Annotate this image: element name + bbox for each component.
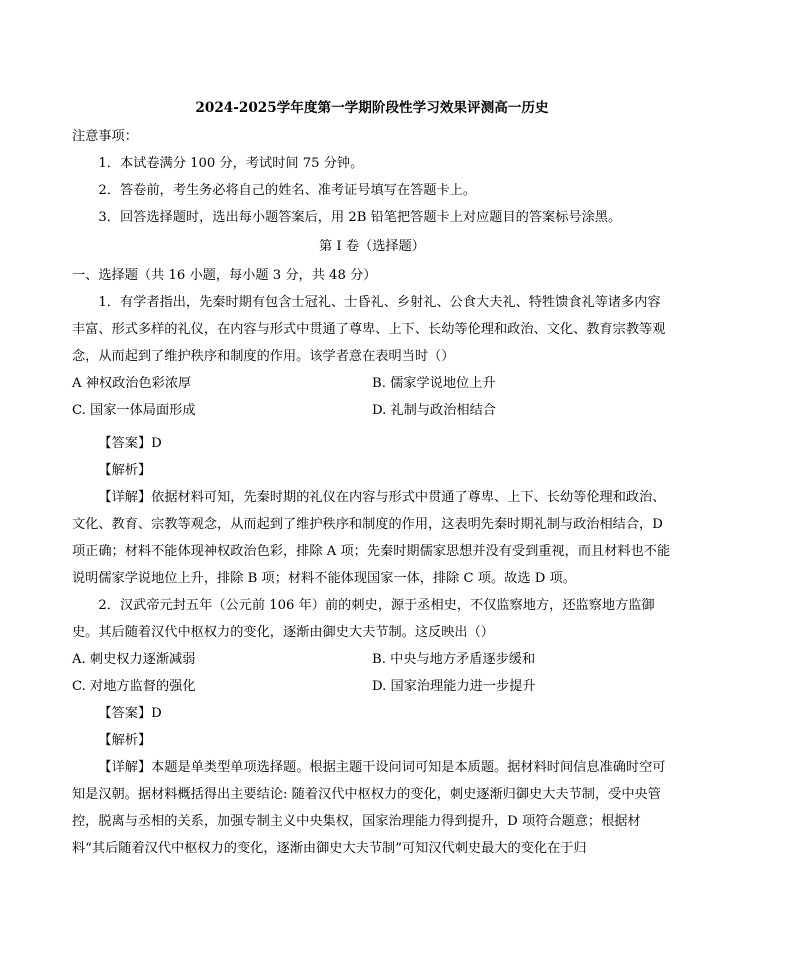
question-1-options-row-2	[72, 397, 672, 424]
note-item: 3．回答选择题时，选出每小题答案后，用 2B 铅笔把答题卡上对应题目的答案标号涂黑。	[98, 210, 622, 225]
note-item: 1．本试卷满分 100 分，考试时间 75 分钟。	[98, 156, 364, 171]
question-2-options-row-1	[72, 646, 672, 673]
question-2-stem: 2．汉武帝元封五年（公元前 106 年）前的刺史，源于丞相史，不仅监察地方，还监察地方监御史。其后随着汉代中枢权力的变化，逐渐由御史大夫节制。这反映出（）	[72, 598, 655, 640]
question-2-detail: 【详解】本题是单类型单项选择题。根据主题干设问词可知是本质题。据材料时间信息准确时空可知是汉朝。据材料概括得出主要结论: 随着汉代中枢权力的变化，刺史逐渐归御史大夫节制，受中央管控，脱离与丞相的关系，加强专制主义中央集权，国家治理能力得到提升，D 项符合题意；根据材料“其后随着汉代中枢权力的变化，逐渐由御史大夫节制”可知汉代刺史最大的变化在于归	[72, 760, 666, 856]
notes-heading: 注意事项：	[72, 129, 138, 144]
question-1-option-a: A 神权政治色彩浓厚	[72, 376, 192, 391]
question-2-analysis-label: 【解析】	[98, 733, 152, 748]
question-2-options-row-2	[72, 673, 672, 700]
question-2-answer: 【答案】D	[98, 706, 162, 721]
section-heading: 一、选择题（共 16 小题，每小题 3 分，共 48 分）	[72, 268, 377, 283]
note-item: 2．答卷前，考生务必将自己的姓名、准考证号填写在答题卡上。	[98, 183, 477, 198]
question-1-analysis-label: 【解析】	[98, 463, 152, 478]
question-2-option-c: C. 对地方监督的强化	[72, 679, 196, 694]
question-1-answer: 【答案】D	[98, 436, 162, 451]
volume-heading: 第 I 卷（选择题）	[319, 239, 425, 254]
question-1-stem: 1．有学者指出，先秦时期有包含士冠礼、士昏礼、乡射礼、公食大夫礼、特牲馈食礼等诸多内容丰富、形式多样的礼仪，在内容与形式中贯通了尊卑、上下、长幼等伦理和政治、文化、教育宗教等观念，从而起到了维护秩序和制度的作用。该学者意在表明当时（）	[72, 295, 666, 364]
question-1-option-b: B. 儒家学说地位上升	[372, 376, 496, 391]
question-1-detail: 【详解】依据材料可知，先秦时期的礼仪在内容与形式中贯通了尊卑、上下、长幼等伦理和政治、文化、教育、宗教等观念，从而起到了维护秩序和制度的作用，这表明先秦时期礼制与政治相结合，D 项正确；材料不能体现神权政治色彩，排除 A 项；先秦时期儒家思想并没有受到重视，而且材料也不能说明儒家学说地位上升，排除 B 项；材料不能体现国家一体，排除 C 项。故选 D 项。	[72, 490, 671, 586]
question-1-option-c: C. 国家一体局面形成	[72, 403, 196, 418]
document-title: 2024-2025学年度第一学期阶段性学习效果评测高一历史	[195, 100, 549, 116]
question-1-options-row-1	[72, 370, 672, 397]
question-2-option-d: D. 国家治理能力进一步提升	[372, 679, 536, 694]
question-2-option-b: B. 中央与地方矛盾逐步缓和	[372, 652, 536, 667]
question-1-option-d: D. 礼制与政治相结合	[372, 403, 496, 418]
question-2-option-a: A. 刺史权力逐渐减弱	[72, 652, 196, 667]
document-content	[72, 96, 672, 862]
